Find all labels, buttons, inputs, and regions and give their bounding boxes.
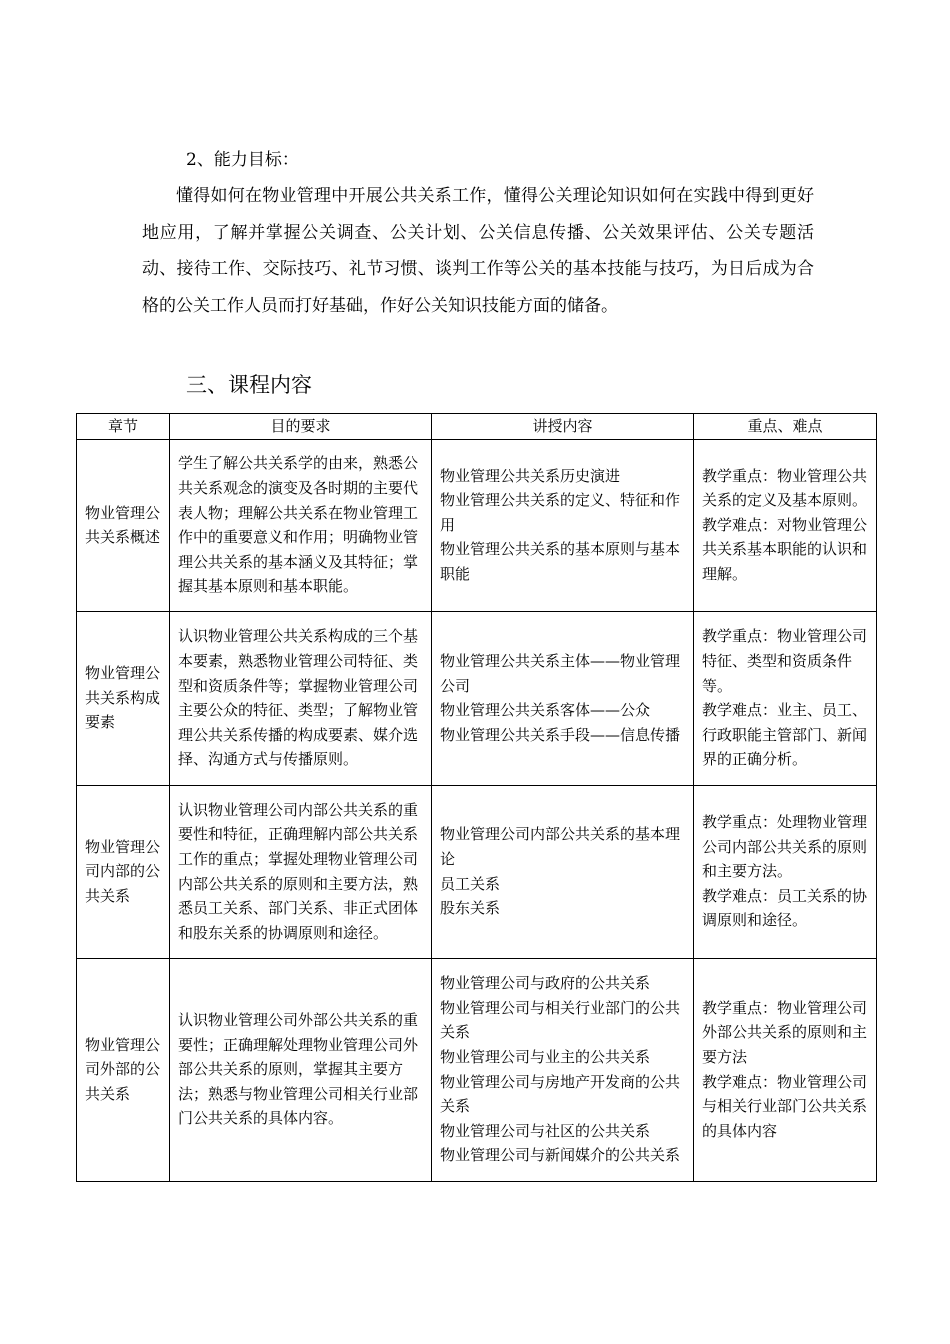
- chapter-cell: 物业管理公司内部的公共关系: [77, 785, 170, 958]
- focus-line: 教学重点：物业管理公共关系的定义及基本原则。: [702, 466, 868, 510]
- content-line: 物业管理公司与房地产开发商的公共关系: [440, 1072, 681, 1116]
- table-row: [77, 439, 877, 611]
- header-chapter: 章节: [77, 414, 170, 440]
- content-line: 物业管理公司与政府的公共关系: [440, 974, 651, 993]
- chapter-cell: 物业管理公共关系构成要素: [77, 611, 170, 785]
- content-cell: [432, 785, 694, 958]
- table-header-row: [77, 414, 877, 440]
- content-line: 物业管理公司与业主的公共关系: [440, 1048, 651, 1066]
- content-line: 物业管理公共关系手段——信息传播: [440, 725, 681, 744]
- content-line: 员工关系: [440, 874, 501, 893]
- focus-line: 教学重点：处理物业管理公司内部公共关系的原则和主要方法。: [702, 813, 868, 881]
- focus-cell: [694, 439, 877, 611]
- content-line: 物业管理公共关系的定义、特征和作用: [440, 491, 681, 534]
- header-content: 讲授内容: [432, 414, 694, 440]
- content-line: 物业管理公司内部公共关系的基本理论: [440, 825, 681, 868]
- focus-cell: [694, 611, 877, 785]
- content-line: 物业管理公共关系主体——物业管理公司: [440, 651, 681, 695]
- goal-cell: 认识物业管理公司外部公共关系的重要性；正确理解处理物业管理公司外部公共关系的原则，掌握其主要方法；熟悉与物业管理公司相关行业部门公共关系的具体内容。: [170, 958, 432, 1181]
- content-line: 物业管理公司与社区的公共关系: [440, 1121, 651, 1140]
- content-cell: [432, 439, 694, 611]
- content-line: 物业管理公司与相关行业部门的公共关系: [440, 998, 681, 1042]
- focus-cell: [694, 785, 877, 958]
- goal-cell: 认识物业管理公司内部公共关系的重要性和特征，正确理解内部公共关系工作的重点；掌握处理物业管理公司内部公共关系的原则和主要方法，熟悉员工关系、部门关系、非正式团体和股东关系的协调原则和途径。: [170, 785, 432, 958]
- content-line: 物业管理公共关系客体——公众: [440, 701, 651, 720]
- goal-cell: 学生了解公共关系学的由来，熟悉公共关系观念的演变及各时期的主要代表人物；理解公共关系在物业管理工作中的重要意义和作用；明确物业管理公共关系的基本涵义及其特征；掌握其基本原则和基本职能。: [170, 439, 432, 611]
- table-row: [77, 958, 877, 1181]
- goal-cell: 认识物业管理公共关系构成的三个基本要素，熟悉物业管理公司特征、类型和资质条件等；掌握物业管理公司主要公众的特征、类型；了解物业管理公共关系传播的构成要素、媒介选择、沟通方式与传播原则。: [170, 611, 432, 785]
- content-cell: [432, 958, 694, 1181]
- content-cell: [432, 611, 694, 785]
- ability-paragraph: 懂得如何在物业管理中开展公共关系工作，懂得公关理论知识如何在实践中得到更好地应用，了解并掌握公关调查、公关计划、公关信息传播、公关效果评估、公关专题活动、接待工作、交际技巧、礼节习惯、谈判工作等公关的基本技能与技巧，为日后成为合格的公关工作人员而打好基础，作好公关知识技能方面的储备。: [142, 186, 814, 316]
- table-row: [77, 611, 877, 785]
- chapter-cell: 物业管理公共关系概述: [77, 439, 170, 611]
- focus-line: 教学重点：物业管理公司外部公共关系的原则和主要方法: [702, 998, 868, 1066]
- section-title: 三、课程内容: [186, 373, 312, 397]
- focus-cell: [694, 958, 877, 1181]
- ability-heading: 2、能力目标：: [186, 150, 299, 170]
- course-content-table: [76, 413, 877, 1182]
- content-line: 物业管理公共关系历史演进: [440, 466, 621, 485]
- content-line: 物业管理公司与新闻媒介的公共关系: [440, 1146, 681, 1165]
- focus-line: 教学难点：物业管理公司与相关行业部门公共关系的具体内容: [702, 1072, 868, 1140]
- table-row: [77, 785, 877, 958]
- header-goal: 目的要求: [170, 414, 432, 440]
- focus-line: 教学难点：业主、员工、行政职能主管部门、新闻界的正确分析。: [702, 701, 868, 769]
- focus-line: 教学难点：对物业管理公共关系基本职能的认识和理解。: [702, 515, 868, 583]
- content-line: 物业管理公共关系的基本原则与基本职能: [440, 540, 681, 583]
- chapter-cell: 物业管理公司外部的公共关系: [77, 958, 170, 1181]
- content-line: 股东关系: [440, 899, 501, 918]
- focus-line: 教学重点：物业管理公司特征、类型和资质条件等。: [702, 627, 868, 695]
- header-focus: 重点、难点: [694, 414, 877, 440]
- focus-line: 教学难点：员工关系的协调原则和途径。: [702, 886, 868, 930]
